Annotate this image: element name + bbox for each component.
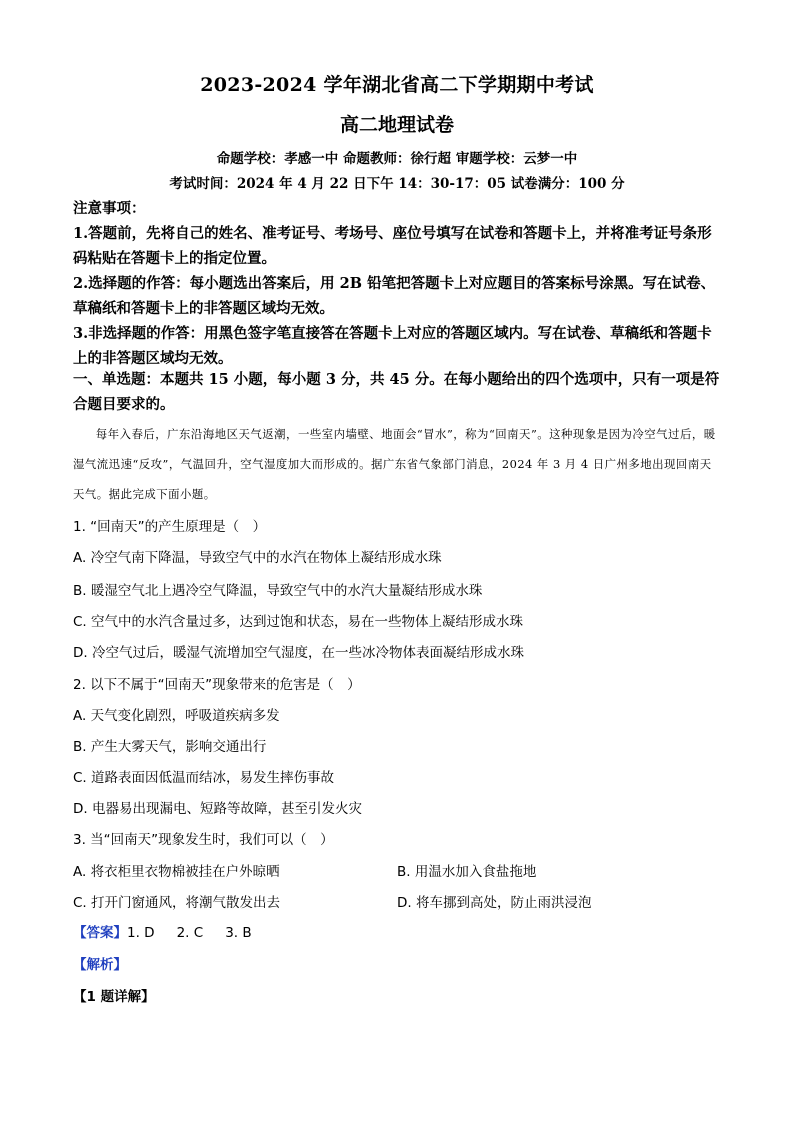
- question-option: C. 道路表面因低温而结冰，易发生摔伤事故: [73, 770, 335, 786]
- question-option: B. 用温水加入食盐拖地: [397, 864, 537, 880]
- note-item: 2.选择题的作答：每小题选出答案后，用 2B 铅笔把答题卡上对应题目的答案标号涂黑。写在试卷、草稿纸和答题卡上的非答题区域均无效。: [73, 275, 716, 317]
- question-option: A. 天气变化剧烈，呼吸道疾病多发: [73, 708, 280, 724]
- answer-2: 2. C: [176, 925, 204, 941]
- question-option: B. 产生大雾天气，影响交通出行: [73, 739, 267, 755]
- question-option: B. 暖湿空气北上遇冷空气降温，导致空气中的水汽大量凝结形成水珠: [73, 583, 483, 599]
- question-option: C. 打开门窗通风，将潮气散发出去: [73, 895, 281, 911]
- notes-block: [73, 196, 723, 371]
- exam-authors: 命题学校：孝感一中 命题教师：徐行超 审题学校：云梦一中: [216, 151, 578, 167]
- question-option: D. 冷空气过后，暖湿气流增加空气湿度，在一些冰冷物体表面凝结形成水珠: [73, 645, 524, 661]
- notes-heading: 注意事项：: [73, 200, 146, 217]
- answer-tag: 【答案】: [73, 925, 127, 941]
- answer-1: 1. D: [127, 925, 155, 941]
- exam-subtitle: 高二地理试卷: [339, 114, 454, 136]
- answer-3: 3. B: [225, 925, 252, 941]
- note-item: 3.非选择题的作答：用黑色签字笔直接答在答题卡上对应的答题区域内。写在试卷、草稿纸和答题卡上的非答题区域均无效。: [73, 325, 712, 367]
- section-heading: 一、单选题：本题共 15 小题，每小题 3 分，共 45 分。在每小题给出的四个选项中，只有一项是符合题目要求的。: [73, 371, 720, 413]
- exam-time: 考试时间：2024 年 4 月 22 日下午 14：30-17：05 试卷满分：100 分: [169, 176, 625, 192]
- question-stem: 2. 以下不属于“回南天”现象带来的危害是（ ）: [73, 677, 361, 693]
- answer-line: [73, 921, 252, 941]
- reading-passage: 每年入春后，广东沿海地区天气返潮，一些室内墙壁、地面会“冒水”，称为“回南天”。这种现象是因为冷空气过后，暖湿气流迅速“反攻”，气温回升，空气湿度加大而形成的。据广东省气象部门消息，2024 年 3 月 4 日广州多地出现回南天天气。据此完成下面小题。: [73, 427, 716, 501]
- question-stem: 1. “回南天”的产生原理是（ ）: [73, 519, 267, 535]
- question-option: C. 空气中的水汽含量过多，达到过饱和状态，易在一些物体上凝结形成水珠: [73, 614, 524, 630]
- question-option: D. 电器易出现漏电、短路等故障，甚至引发火灾: [73, 801, 362, 817]
- exam-title: 2023-2024 学年湖北省高二下学期期中考试: [200, 74, 594, 96]
- analysis-tag: 【解析】: [73, 957, 127, 973]
- question-option: D. 将车挪到高处，防止雨洪浸泡: [397, 895, 592, 911]
- question-option: A. 将衣柜里衣物棉被挂在户外晾晒: [73, 864, 280, 880]
- note-item: 1.答题前，先将自己的姓名、准考证号、考场号、座位号填写在试卷和答题卡上，并将准考证号条形码粘贴在答题卡上的指定位置。: [73, 225, 712, 267]
- question-stem: 3. 当“回南天”现象发生时，我们可以（ ）: [73, 832, 334, 848]
- question-option: A. 冷空气南下降温，导致空气中的水汽在物体上凝结形成水珠: [73, 550, 442, 566]
- detail-tag: 【1 题详解】: [73, 989, 155, 1005]
